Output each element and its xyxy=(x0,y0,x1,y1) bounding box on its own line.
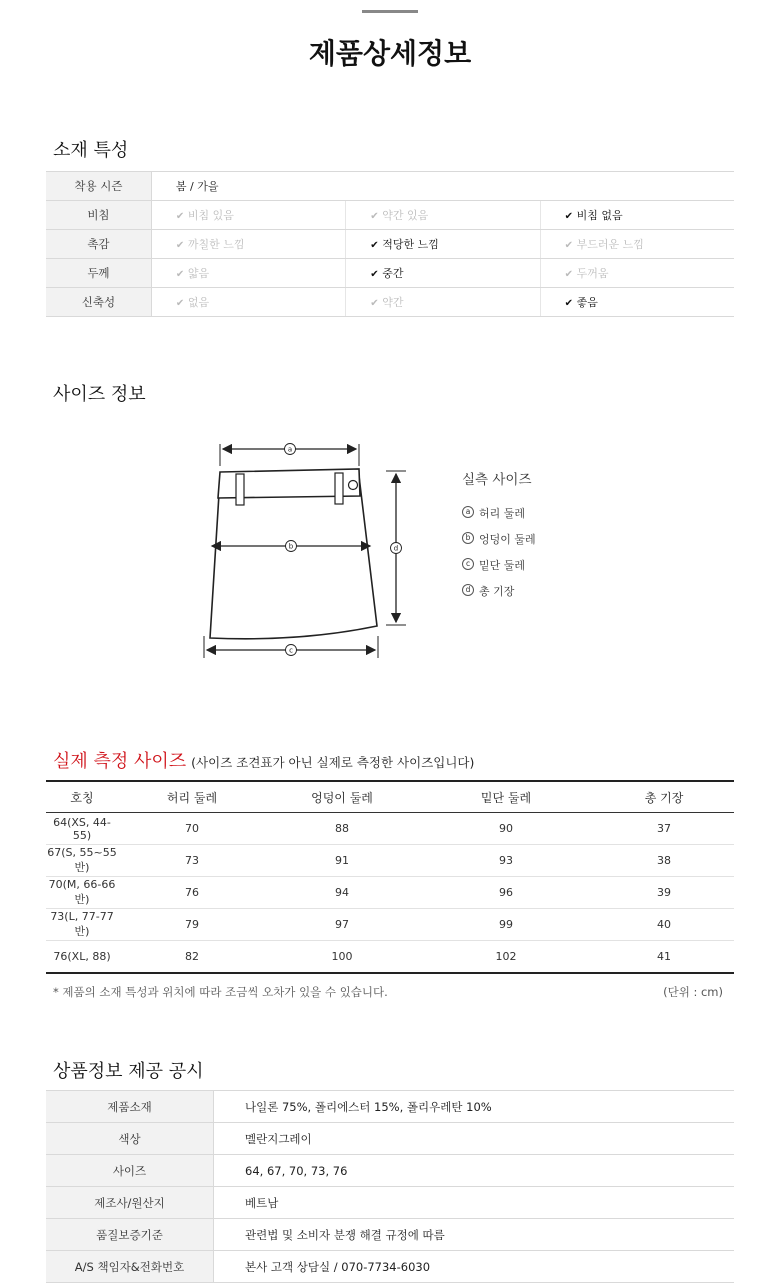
sheer-option-2: ✔ 약간 있음 xyxy=(346,201,540,230)
cell: 93 xyxy=(418,845,594,877)
material-section-title: 소재 특성 xyxy=(53,140,129,161)
touch-option-2: ✔ 적당한 느낌 xyxy=(346,230,540,259)
legend-item: b 엉덩이 둘레 xyxy=(462,531,536,557)
cell: 76 xyxy=(118,877,266,909)
info-label: 제조사/원산지 xyxy=(46,1187,214,1219)
check-icon: ✔ xyxy=(564,240,573,251)
cell: 41 xyxy=(594,941,734,974)
cell: 88 xyxy=(266,813,418,845)
sheer-option-3: ✔ 비침 없음 xyxy=(540,201,734,230)
season-value: 봄 / 가을 xyxy=(151,172,734,201)
col-header: 엉덩이 둘레 xyxy=(266,781,418,813)
check-icon: ✔ xyxy=(175,240,185,251)
material-label: 착용 시즌 xyxy=(46,172,151,201)
table-row xyxy=(46,941,734,974)
page-title: 제품상세정보 xyxy=(308,37,472,70)
cell: 97 xyxy=(266,909,418,941)
cell: 40 xyxy=(594,909,734,941)
table-row xyxy=(46,845,734,877)
check-icon: ✔ xyxy=(175,211,185,222)
check-icon: ✔ xyxy=(564,269,573,280)
stretch-option-2: ✔ 약간 xyxy=(346,288,540,317)
belt-loop xyxy=(335,473,343,504)
col-header: 허리 둘레 xyxy=(118,781,266,813)
info-row xyxy=(46,1155,734,1187)
material-row-season xyxy=(46,172,734,201)
info-row xyxy=(46,1251,734,1283)
material-label: 신축성 xyxy=(46,288,151,317)
thickness-option-2: ✔ 중간 xyxy=(346,259,540,288)
info-label: 색상 xyxy=(46,1123,214,1155)
check-icon: ✔ xyxy=(370,298,379,309)
size-info-title: 사이즈 정보 xyxy=(53,384,146,405)
check-icon: ✔ xyxy=(175,269,185,280)
touch-option-1: ✔ 까칠한 느낌 xyxy=(151,230,345,259)
legend-mark: c xyxy=(462,558,474,570)
cell: 79 xyxy=(118,909,266,941)
cell: 39 xyxy=(594,877,734,909)
info-row xyxy=(46,1091,734,1123)
cell: 82 xyxy=(118,941,266,974)
info-label: A/S 책임자&전화번호 xyxy=(46,1251,214,1283)
cell: 90 xyxy=(418,813,594,845)
cell: 102 xyxy=(418,941,594,974)
col-header: 총 기장 xyxy=(594,781,734,813)
material-label: 두께 xyxy=(46,259,151,288)
info-label: 사이즈 xyxy=(46,1155,214,1187)
thickness-option-1: ✔ 얇음 xyxy=(151,259,345,288)
info-value: 본사 고객 상담실 / 070-7734-6030 xyxy=(214,1251,735,1283)
legend-item: c 밑단 둘레 xyxy=(462,557,536,583)
cell: 96 xyxy=(418,877,594,909)
material-row-sheer xyxy=(46,201,734,230)
info-value: 베트남 xyxy=(214,1187,735,1219)
info-value: 64, 67, 70, 73, 76 xyxy=(214,1155,735,1187)
top-divider xyxy=(362,10,418,13)
skirt-body xyxy=(210,476,377,639)
cell: 70 xyxy=(118,813,266,845)
material-label: 비침 xyxy=(46,201,151,230)
size-name: 70(M, 66-66반) xyxy=(46,877,118,909)
check-icon: ✔ xyxy=(370,240,379,251)
label-a: a xyxy=(287,445,293,454)
belt-loop xyxy=(236,474,244,505)
table-row xyxy=(46,813,734,845)
cell: 100 xyxy=(266,941,418,974)
label-d: d xyxy=(393,544,399,553)
measure-unit: (단위 : cm) xyxy=(663,985,723,999)
check-icon: ✔ xyxy=(370,211,379,222)
size-table-header xyxy=(46,781,734,813)
legend-mark: a xyxy=(462,506,474,518)
sheer-option-1: ✔ 비침 있음 xyxy=(151,201,345,230)
thickness-option-3: ✔ 두꺼움 xyxy=(540,259,734,288)
size-legend xyxy=(462,468,536,609)
info-value: 관련법 및 소비자 분쟁 해결 규정에 따름 xyxy=(214,1219,735,1251)
material-table xyxy=(46,171,734,317)
measure-header xyxy=(53,747,474,773)
col-header: 호칭 xyxy=(46,781,118,813)
legend-title: 실측 사이즈 xyxy=(462,472,532,488)
material-row-thickness xyxy=(46,259,734,288)
product-info-title: 상품정보 제공 공시 xyxy=(53,1061,204,1082)
check-icon: ✔ xyxy=(175,298,185,309)
size-name: 64(XS, 44-55) xyxy=(46,813,118,845)
legend-mark: b xyxy=(462,532,474,544)
product-info-table xyxy=(46,1090,734,1283)
size-table xyxy=(46,780,734,974)
table-row xyxy=(46,909,734,941)
cell: 94 xyxy=(266,877,418,909)
cell: 91 xyxy=(266,845,418,877)
button xyxy=(349,481,358,490)
info-row xyxy=(46,1123,734,1155)
info-row xyxy=(46,1219,734,1251)
check-icon: ✔ xyxy=(370,269,379,280)
label-b: b xyxy=(288,542,294,551)
check-icon: ✔ xyxy=(564,298,573,309)
measure-note: * 제품의 소재 특성과 위치에 따라 조금씩 오차가 있을 수 있습니다. xyxy=(53,985,388,999)
label-c: c xyxy=(289,646,293,655)
cell: 99 xyxy=(418,909,594,941)
size-name: 76(XL, 88) xyxy=(46,941,118,974)
cell: 37 xyxy=(594,813,734,845)
info-label: 제품소재 xyxy=(46,1091,214,1123)
info-value: 나일론 75%, 폴리에스터 15%, 폴리우레탄 10% xyxy=(214,1091,735,1123)
cell: 38 xyxy=(594,845,734,877)
legend-item: d 총 기장 xyxy=(462,583,536,609)
material-row-touch xyxy=(46,230,734,259)
skirt-diagram xyxy=(190,436,420,668)
touch-option-3: ✔ 부드러운 느낌 xyxy=(540,230,734,259)
info-value: 멜란지그레이 xyxy=(214,1123,735,1155)
stretch-option-1: ✔ 없음 xyxy=(151,288,345,317)
legend-item: a 허리 둘레 xyxy=(462,505,536,531)
material-row-stretch xyxy=(46,288,734,317)
measure-subtitle: (사이즈 조견표가 아닌 실제로 측정한 사이즈입니다) xyxy=(191,755,475,770)
stretch-option-3: ✔ 좋음 xyxy=(540,288,734,317)
col-header: 밑단 둘레 xyxy=(418,781,594,813)
measure-title: 실제 측정 사이즈 xyxy=(53,751,187,772)
size-name: 67(S, 55~55반) xyxy=(46,845,118,877)
info-row xyxy=(46,1187,734,1219)
legend-mark: d xyxy=(462,584,474,596)
table-row xyxy=(46,877,734,909)
check-icon: ✔ xyxy=(564,211,573,222)
info-label: 품질보증기준 xyxy=(46,1219,214,1251)
size-name: 73(L, 77-77반) xyxy=(46,909,118,941)
material-label: 촉감 xyxy=(46,230,151,259)
cell: 73 xyxy=(118,845,266,877)
